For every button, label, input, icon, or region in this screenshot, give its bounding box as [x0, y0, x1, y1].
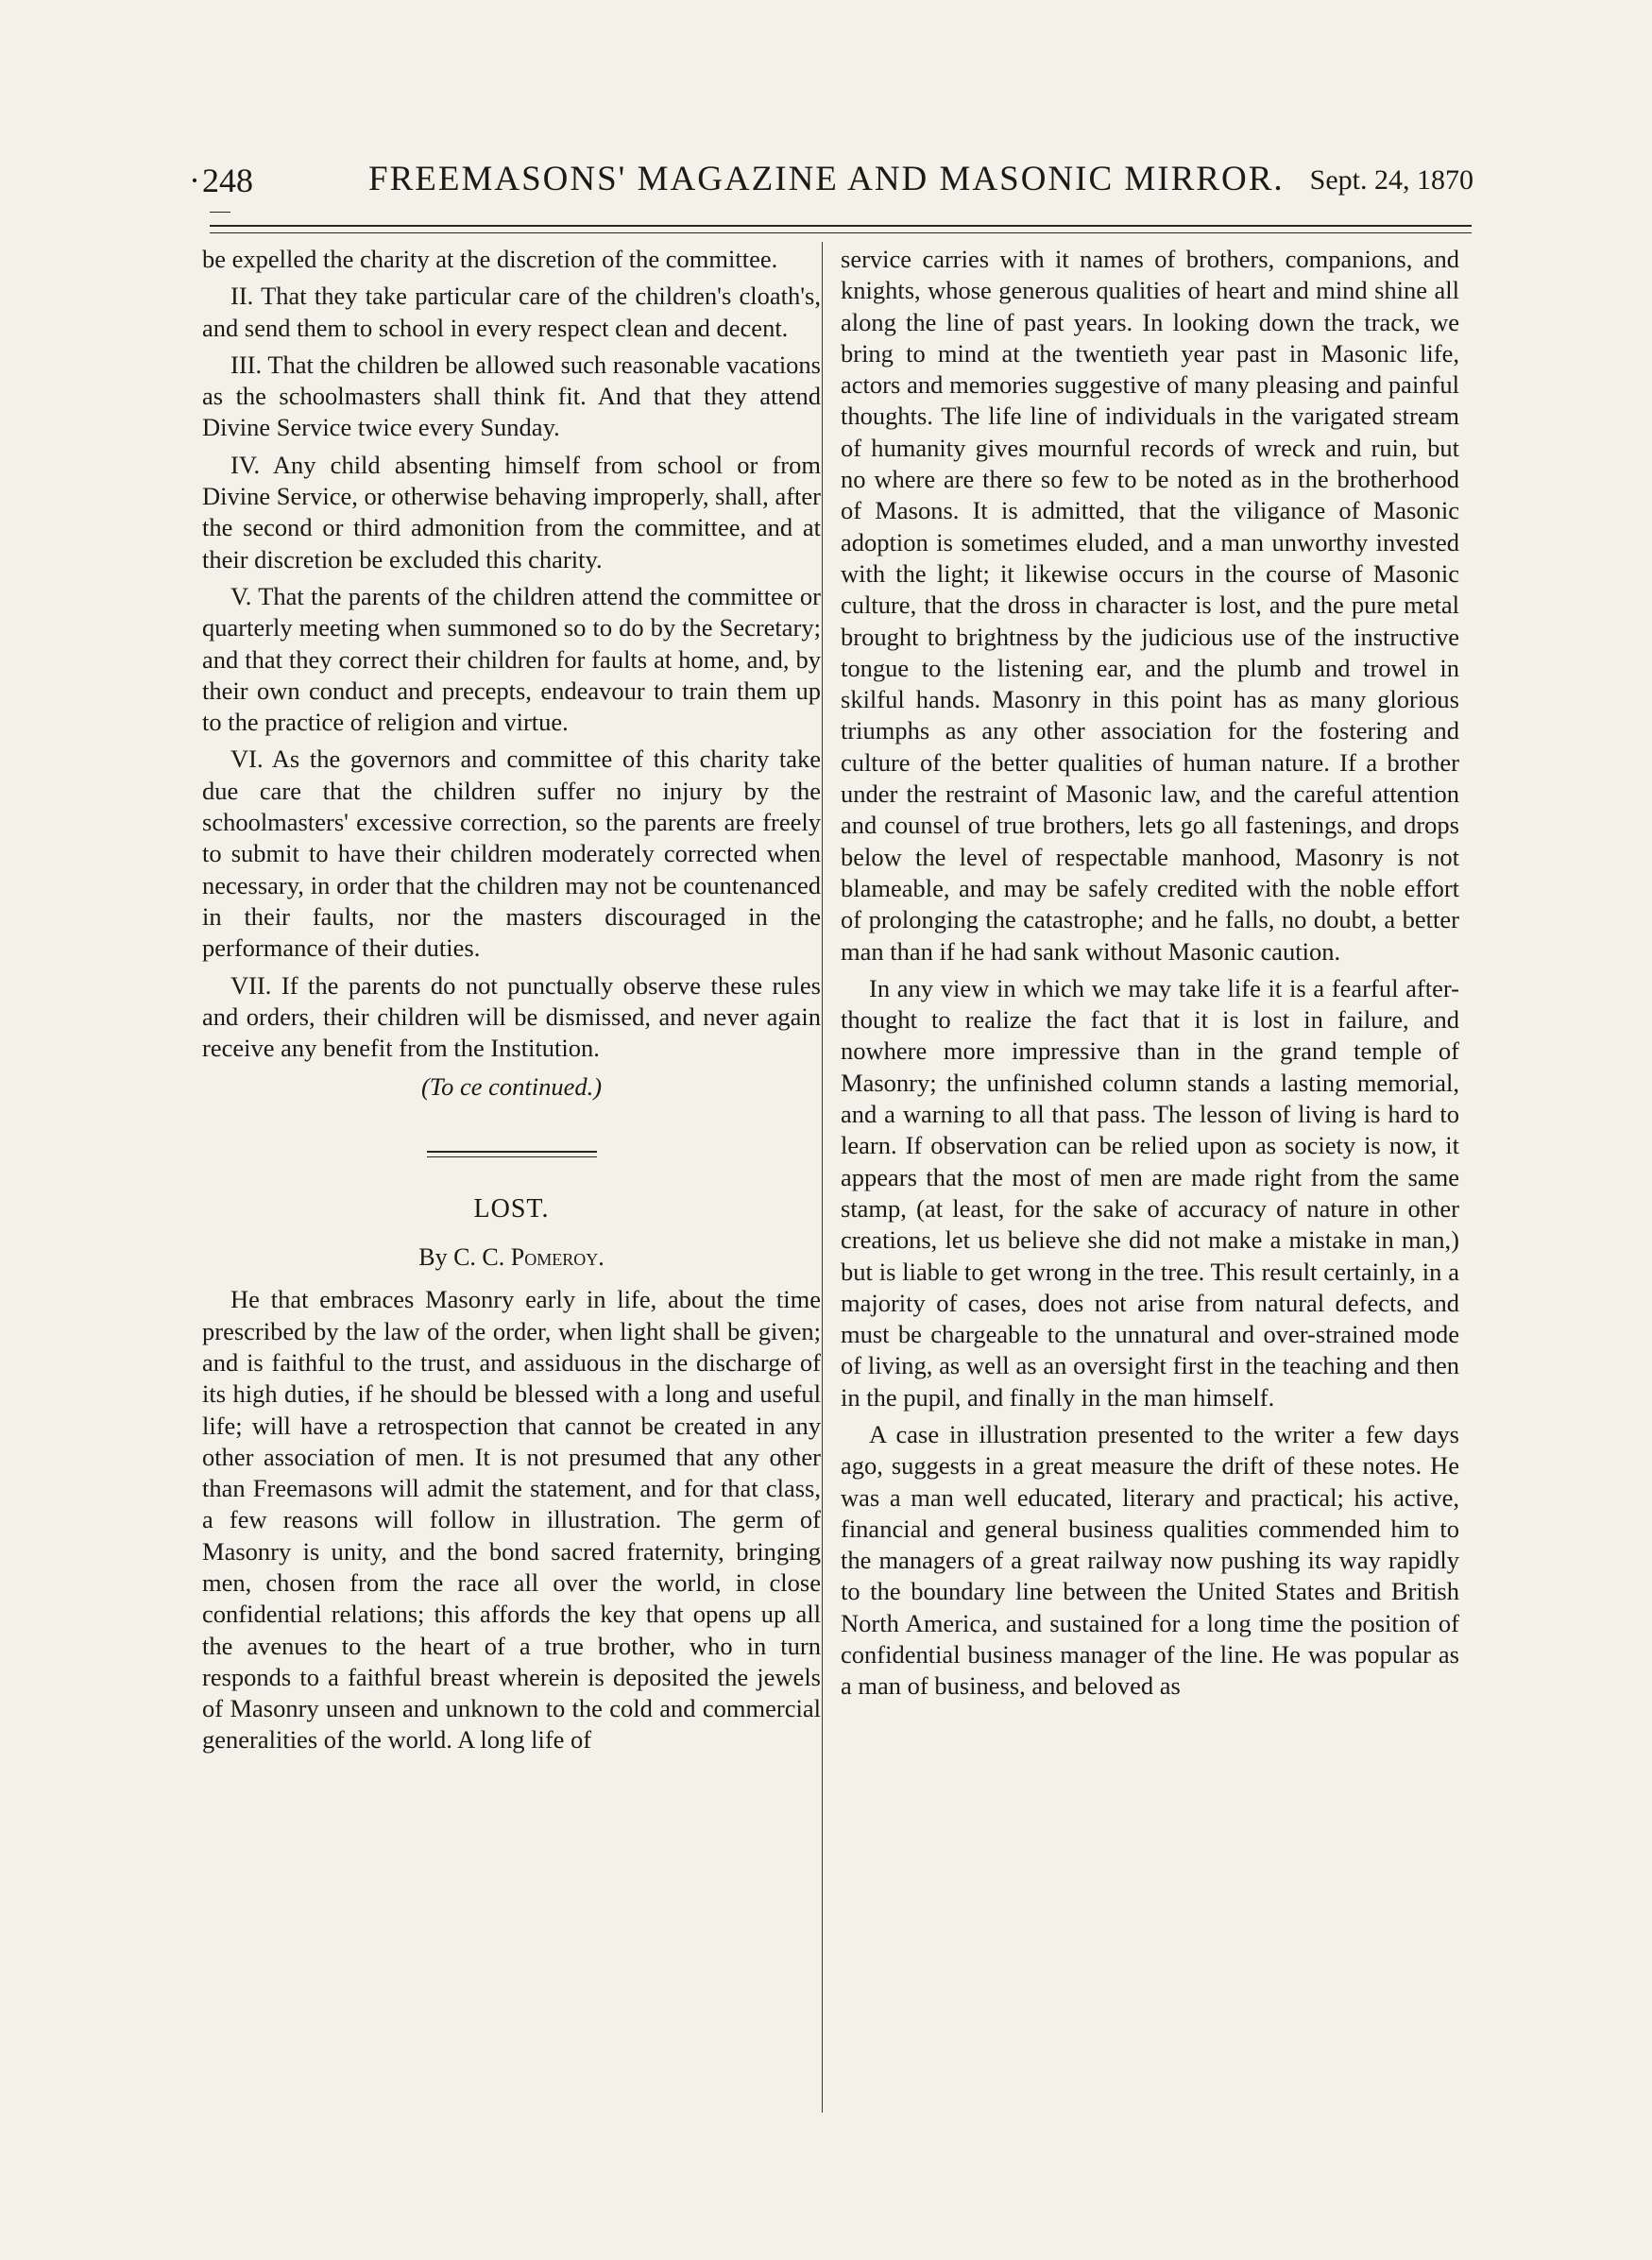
page-number: · 248	[202, 161, 253, 200]
byline-author: C. C. Pomeroy.	[453, 1243, 605, 1272]
rule-iii: III. That the children be allowed such reasonable vacations as the schoolmasters shall think fit. And that they attend Divine Service twice every Sunday.	[202, 350, 821, 442]
rule-iv: IV. Any child absenting himself from school or from Divine Service, or otherwise behaving improperly, shall, after the second or third admonition from the committee, and at their discretion be excluded this charity.	[202, 450, 821, 574]
article-paragraph-1-continued: service carries with it names of brothers, companions, and knights, whose generous qualities of heart and mind shine all along the line of past years. In looking down the track, we bring to mind at the twentieth year past in Masonic life, actors and memories suggestive of many pleasing and painful thoughts. The life line of individuals in the varigated stream of humanity gives mournful records of wreck and ruin, but no where are there so few to be noted as in the brotherhood of Masons. It is admitted, that the viligance of Masonic adoption is sometimes eluded, and a man unworthy invested with the light; it likewise occurs in the course of Masonic culture, that the dross in character is lost, and the pure metal brought to brightness by the judicious use of the instructive tongue to the listening ear, and the plumb and trowel in skilful hands. Masonry in this point has as many glorious triumphs as any other association for the fostering and culture of the better qualities of human nature. If a brother under the restraint of Masonic law, and the careful attention and counsel of true brothers, lets go all fastenings, and drops below the level of respectable manhood, Masonry is not blameable, and may be safely credited with the noble effort of prolonging the catastrophe; and he falls, no doubt, a better man than if he had sank without Masonic caution.	[841, 245, 1459, 966]
article-paragraph-2: In any view in which we may take life it is a fearful after-thought to realize the fact that it is lost in failure, and nowhere more impressive than in the grand temple of Masonry; the unfinished column stands a lasting memorial, and a warning to all that pass. The lesson of living is hard to learn. If observation can be relied upon as society is now, it appears that the most of men are made right from the same stamp, (at least, for the sake of accuracy of nature in other creations, let us believe she did not make a mistake in man,) but is liable to get wrong in the tree. This result certainly, in a majority of cases, does not arise from natural defects, and must be chargeable to the unnatural and over-strained mode of living, as well as an oversight first in the teaching and then in the pupil, and finally in the man himself.	[841, 973, 1459, 1412]
article-paragraph-3: A case in illustration presented to the writer a few days ago, suggests in a great measure the drift of these notes. He was a man well educated, literary and practical; his active, financial and general business qualities commended him to the managers of a great railway now pushing its way rapidly to the boundary line between the United States and British North America, and sustained for a long time the position of confidential business manager of the line. He was popular as a man of business, and beloved as	[841, 1419, 1459, 1701]
section-separator	[427, 1151, 597, 1157]
column-divider	[822, 242, 823, 2113]
issue-date: Sept. 24, 1870	[1309, 164, 1473, 196]
rule-v: V. That the parents of the children attend the committee or quarterly meeting when summoned so to do by the Secretary; and that they correct their children for faults at home, and, by their own conduct and precepts, endeavour to train them up to the practice of religion and virtue.	[202, 581, 821, 737]
article-paragraph-1: He that embraces Masonry early in life, about the time prescribed by the law of the order, when light shall be given; and is faithful to the trust, and assiduous in the discharge of its high duties, if he should be blessed with a long and useful life; will have a retrospection that cannot be created in any other association of men. It is not presumed that any other than Freemasons will admit the statement, and for that class, a few reasons will follow in illustration. The germ of Masonry is unity, and the bond sacred fraternity, bringing men, chosen from the race all over the world, in close confidential relations; this affords the key that opens up all the avenues to the heart of a true brother, who in turn responds to a faithful breast wherein is deposited the jewels of Masonry unseen and unknown to the cold and commercial generalities of the world. A long life of	[202, 1285, 821, 1755]
rule-vii: VII. If the parents do not punctually observe these rules and orders, their children will be dismissed, and never again receive any benefit from the Institution.	[202, 970, 821, 1063]
header-double-rule	[210, 225, 1472, 233]
left-paragraph-continued: be expelled the charity at the discretion of the committee.	[202, 245, 778, 273]
right-column	[841, 244, 1459, 1703]
running-header	[189, 151, 1473, 208]
byline-prefix: By	[418, 1243, 448, 1272]
magazine-title: FREEMASONS' MAGAZINE AND MASONIC MIRROR.	[368, 160, 1285, 198]
left-column	[202, 244, 821, 1756]
to-be-continued-note: (To ce continued.)	[420, 1072, 603, 1102]
article-title: LOST.	[473, 1193, 550, 1224]
header-tick-mark	[210, 212, 230, 213]
rule-vi: VI. As the governors and committee of this charity take due care that the children suffer no injury by the schoolmasters' excessive correction, so the parents are freely to submit to have their children moderately corrected when necessary, in order that the children may not be countenanced in their faults, nor the masters discouraged in the performance of their duties.	[202, 745, 821, 963]
article-byline	[202, 1241, 821, 1273]
rule-ii: II. That they take particular care of the children's cloath's, and send them to school in every respect clean and decent.	[202, 282, 821, 342]
